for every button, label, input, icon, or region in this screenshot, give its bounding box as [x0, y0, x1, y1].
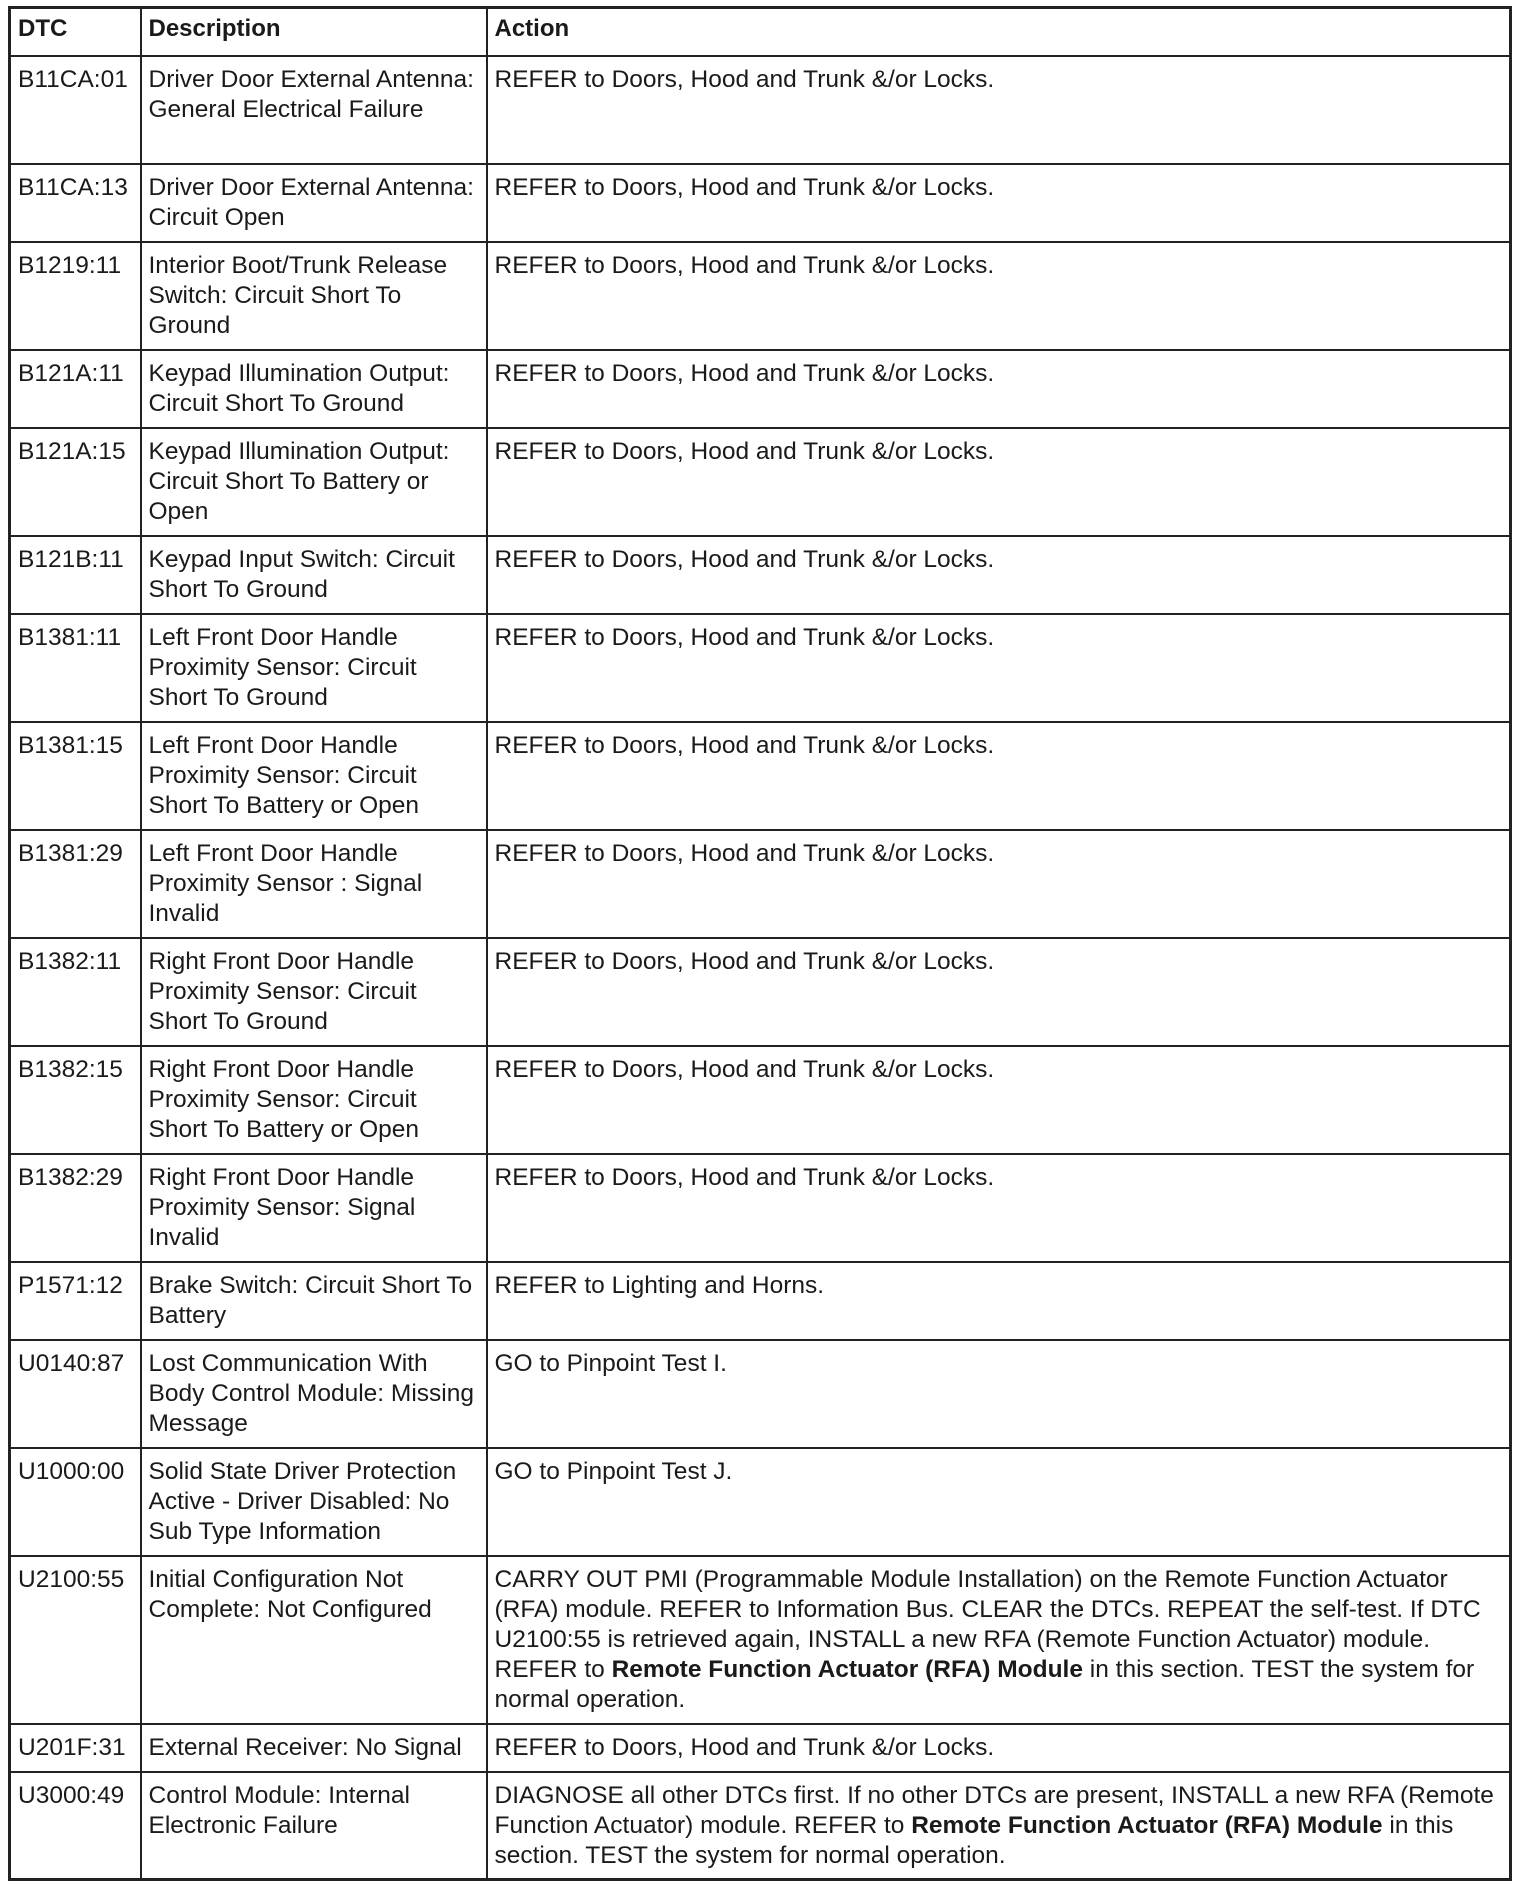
- dtc-action: [487, 1772, 1511, 1880]
- action-text: REFER to Doors, Hood and Trunk &/or Locks.: [494, 623, 995, 651]
- table-row: [10, 242, 1511, 350]
- action-text: REFER to Doors, Hood and Trunk &/or Locks.: [494, 839, 995, 867]
- dtc-description: Lost Communication With Body Control Module: Missing Message: [141, 1340, 487, 1448]
- table-row: [10, 1262, 1511, 1340]
- action-text: DIAGNOSE all other DTCs first. If no other DTCs are present, INSTALL a new RFA (Remote Function Actuator) module. REFER to: [494, 1781, 1494, 1839]
- action-text: CARRY OUT PMI (Programmable Module Installation) on the Remote Function Actuator (RFA) module. REFER to Information Bus. CLEAR the DTCs. REPEAT the self-test. If DTC U2100:55 is retrieved again, INSTALL a new RFA (Remote Function Actuator) module. REFER to: [494, 1565, 1481, 1683]
- dtc-description: Left Front Door Handle Proximity Sensor: Circuit Short To Ground: [141, 614, 487, 722]
- dtc-code: B11CA:13: [10, 164, 141, 242]
- action-text: REFER to Doors, Hood and Trunk &/or Locks.: [494, 173, 995, 201]
- dtc-code: U2100:55: [10, 1556, 141, 1724]
- action-text: REFER to Doors, Hood and Trunk &/or Locks.: [494, 1733, 995, 1761]
- dtc-code: B1381:29: [10, 830, 141, 938]
- dtc-code: B121B:11: [10, 536, 141, 614]
- dtc-code: B1381:11: [10, 614, 141, 722]
- dtc-code: B1382:29: [10, 1154, 141, 1262]
- action-text: REFER to Doors, Hood and Trunk &/or Locks.: [494, 359, 995, 387]
- dtc-description: Brake Switch: Circuit Short To Battery: [141, 1262, 487, 1340]
- dtc-code: B1382:15: [10, 1046, 141, 1154]
- action-reference-bold: Remote Function Actuator (RFA) Module: [611, 1655, 1083, 1683]
- action-text: GO to Pinpoint Test J.: [494, 1457, 733, 1485]
- table-row: [10, 536, 1511, 614]
- dtc-action: [487, 830, 1511, 938]
- dtc-description: Driver Door External Antenna: General Electrical Failure: [141, 56, 487, 164]
- table-row: [10, 830, 1511, 938]
- table-row: [10, 350, 1511, 428]
- column-header-description: Description: [141, 8, 487, 56]
- dtc-description: Control Module: Internal Electronic Failure: [141, 1772, 487, 1880]
- dtc-description: Right Front Door Handle Proximity Sensor: Signal Invalid: [141, 1154, 487, 1262]
- table-row: [10, 1448, 1511, 1556]
- dtc-code: B121A:15: [10, 428, 141, 536]
- dtc-description: Initial Configuration Not Complete: Not Configured: [141, 1556, 487, 1724]
- action-text: REFER to Doors, Hood and Trunk &/or Locks.: [494, 1055, 995, 1083]
- dtc-description: Keypad Illumination Output: Circuit Short To Ground: [141, 350, 487, 428]
- dtc-description: Left Front Door Handle Proximity Sensor: Circuit Short To Battery or Open: [141, 722, 487, 830]
- action-reference-bold: Remote Function Actuator (RFA) Module: [911, 1811, 1383, 1839]
- table-row: [10, 722, 1511, 830]
- action-text: in this section. TEST the system for normal operation.: [494, 1811, 1454, 1869]
- table-row: [10, 1154, 1511, 1262]
- dtc-description: Left Front Door Handle Proximity Sensor : Signal Invalid: [141, 830, 487, 938]
- table-row: [10, 938, 1511, 1046]
- column-header-action: Action: [487, 8, 1511, 56]
- dtc-description: Right Front Door Handle Proximity Sensor: Circuit Short To Battery or Open: [141, 1046, 487, 1154]
- dtc-action: [487, 1448, 1511, 1556]
- dtc-table: [8, 6, 1512, 1881]
- column-header-dtc: DTC: [10, 8, 141, 56]
- table-row: [10, 428, 1511, 536]
- dtc-action: [487, 428, 1511, 536]
- table-row: [10, 614, 1511, 722]
- action-text: in this section. TEST the system for normal operation.: [494, 1655, 1475, 1713]
- action-text: REFER to Doors, Hood and Trunk &/or Locks.: [494, 1163, 995, 1191]
- dtc-code: B1382:11: [10, 938, 141, 1046]
- table-header-row: [10, 8, 1511, 56]
- dtc-table-page: [8, 6, 1512, 1878]
- action-text: GO to Pinpoint Test I.: [494, 1349, 727, 1377]
- table-row: [10, 1340, 1511, 1448]
- action-text: REFER to Doors, Hood and Trunk &/or Locks.: [494, 251, 995, 279]
- table-row: [10, 164, 1511, 242]
- dtc-action: [487, 536, 1511, 614]
- dtc-action: [487, 350, 1511, 428]
- dtc-code: B1219:11: [10, 242, 141, 350]
- dtc-action: [487, 938, 1511, 1046]
- action-text: REFER to Doors, Hood and Trunk &/or Locks.: [494, 731, 995, 759]
- dtc-action: [487, 1724, 1511, 1772]
- dtc-description: Keypad Illumination Output: Circuit Short To Battery or Open: [141, 428, 487, 536]
- action-text: REFER to Doors, Hood and Trunk &/or Locks.: [494, 545, 995, 573]
- dtc-description: Driver Door External Antenna: Circuit Open: [141, 164, 487, 242]
- dtc-action: [487, 56, 1511, 164]
- table-row: [10, 1772, 1511, 1880]
- dtc-code: U201F:31: [10, 1724, 141, 1772]
- dtc-description: External Receiver: No Signal: [141, 1724, 487, 1772]
- dtc-action: [487, 614, 1511, 722]
- dtc-code: U3000:49: [10, 1772, 141, 1880]
- dtc-code: P1571:12: [10, 1262, 141, 1340]
- dtc-action: [487, 242, 1511, 350]
- dtc-action: [487, 722, 1511, 830]
- table-row: [10, 1556, 1511, 1724]
- dtc-action: [487, 1154, 1511, 1262]
- action-text: REFER to Lighting and Horns.: [494, 1271, 825, 1299]
- action-text: REFER to Doors, Hood and Trunk &/or Locks.: [494, 947, 995, 975]
- dtc-code: B11CA:01: [10, 56, 141, 164]
- dtc-code: B121A:11: [10, 350, 141, 428]
- dtc-action: [487, 1262, 1511, 1340]
- dtc-action: [487, 1046, 1511, 1154]
- dtc-code: U1000:00: [10, 1448, 141, 1556]
- dtc-description: Right Front Door Handle Proximity Sensor: Circuit Short To Ground: [141, 938, 487, 1046]
- table-row: [10, 56, 1511, 164]
- dtc-description: Interior Boot/Trunk Release Switch: Circuit Short To Ground: [141, 242, 487, 350]
- dtc-action: [487, 1556, 1511, 1724]
- action-text: REFER to Doors, Hood and Trunk &/or Locks.: [494, 437, 995, 465]
- table-row: [10, 1046, 1511, 1154]
- action-text: REFER to Doors, Hood and Trunk &/or Locks.: [494, 65, 995, 93]
- dtc-description: Keypad Input Switch: Circuit Short To Ground: [141, 536, 487, 614]
- dtc-action: [487, 1340, 1511, 1448]
- dtc-code: B1381:15: [10, 722, 141, 830]
- table-row: [10, 1724, 1511, 1772]
- dtc-description: Solid State Driver Protection Active - Driver Disabled: No Sub Type Information: [141, 1448, 487, 1556]
- dtc-action: [487, 164, 1511, 242]
- dtc-code: U0140:87: [10, 1340, 141, 1448]
